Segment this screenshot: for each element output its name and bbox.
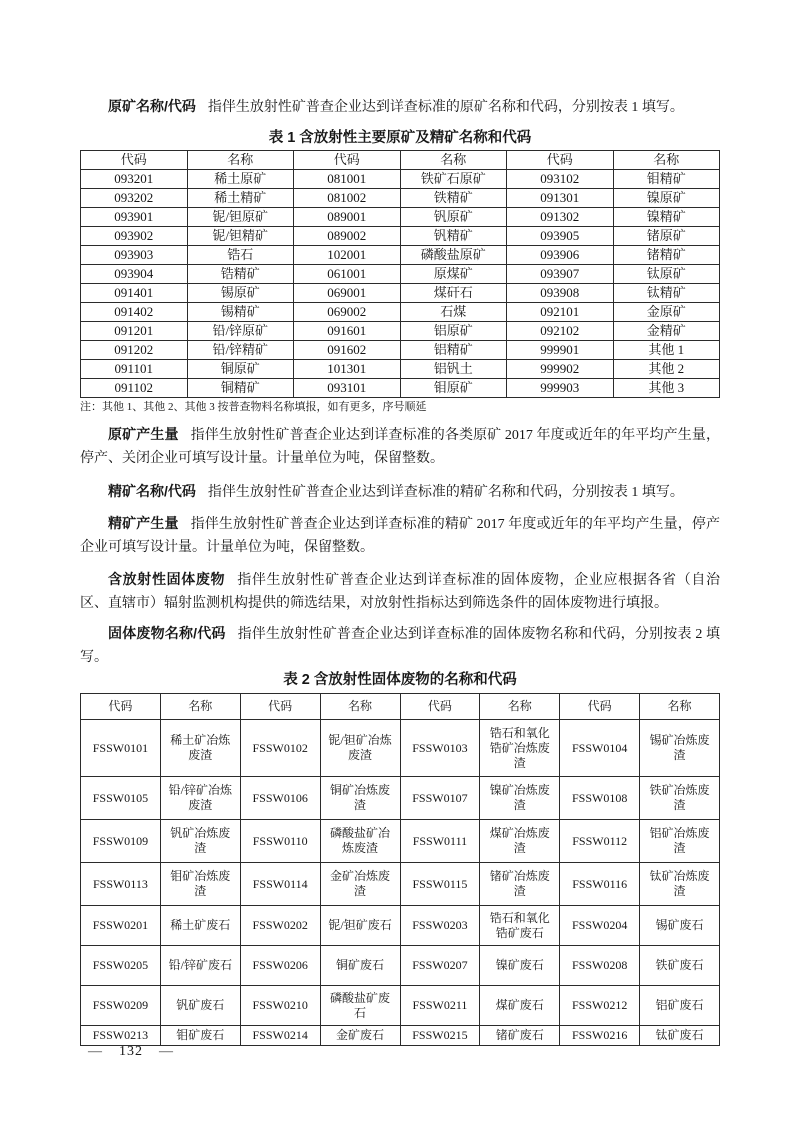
name-cell: 铌/钽矿废石 [320, 906, 400, 946]
code-cell: 999903 [507, 379, 614, 398]
table-row [81, 246, 720, 265]
name-cell: 镍原矿 [613, 189, 720, 208]
table-row [81, 863, 720, 906]
name-cell: 钒原矿 [400, 208, 507, 227]
code-cell: FSSW0112 [560, 820, 640, 863]
table1-note: 注：其他 1、其他 2、其他 3 按普查物料名称填报，如有更多，序号顺延 [80, 401, 427, 413]
code-cell: FSSW0106 [240, 777, 320, 820]
name-cell: 锆石和氧化锆矿冶炼废渣 [480, 720, 560, 777]
table1-header: 名称 [187, 151, 294, 170]
table-row [81, 170, 720, 189]
name-cell: 金精矿 [613, 322, 720, 341]
code-cell: FSSW0111 [400, 820, 480, 863]
code-cell: 093102 [507, 170, 614, 189]
table2-header: 代码 [81, 694, 161, 720]
name-cell: 锡精矿 [187, 303, 294, 322]
name-cell: 钛原矿 [613, 265, 720, 284]
table-row [81, 189, 720, 208]
code-cell: 091401 [81, 284, 188, 303]
table2-header: 代码 [400, 694, 480, 720]
code-cell: 999901 [507, 341, 614, 360]
code-cell: FSSW0212 [560, 986, 640, 1026]
name-cell: 钼精矿 [613, 170, 720, 189]
code-cell: FSSW0206 [240, 946, 320, 986]
code-cell: 093905 [507, 227, 614, 246]
name-cell: 稀土矿冶炼废渣 [160, 720, 240, 777]
code-cell: 089001 [294, 208, 401, 227]
name-cell: 煤矿冶炼废渣 [480, 820, 560, 863]
table-row [81, 341, 720, 360]
code-cell: 093201 [81, 170, 188, 189]
table1-header: 代码 [294, 151, 401, 170]
table2-header: 名称 [640, 694, 720, 720]
code-cell: 093903 [81, 246, 188, 265]
code-cell: 092102 [507, 322, 614, 341]
term-concentrate-name-code: 精矿名称/代码 [108, 483, 196, 499]
name-cell: 其他 1 [613, 341, 720, 360]
table-row [81, 208, 720, 227]
name-cell: 铌/钽矿冶炼废渣 [320, 720, 400, 777]
code-cell: 081001 [294, 170, 401, 189]
name-cell: 煤矸石 [400, 284, 507, 303]
name-cell: 铁矿冶炼废渣 [640, 777, 720, 820]
code-cell: FSSW0202 [240, 906, 320, 946]
footer-right-dash: — [159, 1044, 174, 1059]
term-radioactive-solid-waste: 含放射性固体废物 [108, 571, 226, 587]
name-cell: 锡矿冶炼废渣 [640, 720, 720, 777]
table1-header: 名称 [613, 151, 720, 170]
name-cell: 钒矿废石 [160, 986, 240, 1026]
table2-header: 代码 [560, 694, 640, 720]
table1-header: 代码 [507, 151, 614, 170]
code-cell: 093904 [81, 265, 188, 284]
name-cell: 锆石 [187, 246, 294, 265]
name-cell: 钛精矿 [613, 284, 720, 303]
paragraph-radioactive-solid-waste [80, 568, 720, 615]
code-cell: 091101 [81, 360, 188, 379]
name-cell: 金矿废石 [320, 1026, 400, 1046]
table-row [81, 777, 720, 820]
table1-header: 名称 [400, 151, 507, 170]
code-cell: 081002 [294, 189, 401, 208]
code-cell: FSSW0110 [240, 820, 320, 863]
page-content [80, 0, 720, 1046]
name-cell: 铝原矿 [400, 322, 507, 341]
table-row [81, 322, 720, 341]
name-cell: 钛矿冶炼废渣 [640, 863, 720, 906]
name-cell: 磷酸盐原矿 [400, 246, 507, 265]
page-number: 132 [119, 1044, 143, 1059]
name-cell: 钛矿废石 [640, 1026, 720, 1046]
table-row [81, 379, 720, 398]
table-row [81, 265, 720, 284]
name-cell: 钼原矿 [400, 379, 507, 398]
name-cell: 铅/锌矿废石 [160, 946, 240, 986]
paragraph-ore-name-code [80, 95, 720, 119]
code-cell: FSSW0105 [81, 777, 161, 820]
code-cell: FSSW0109 [81, 820, 161, 863]
code-cell: 093902 [81, 227, 188, 246]
paragraph-body: 指伴生放射性矿普查企业达到详查标准的精矿 2017 年度或近年的年平均产生量，停产企业可填写设计量。计量单位为吨，保留整数。 [80, 517, 721, 555]
name-cell: 铝钒土 [400, 360, 507, 379]
name-cell: 其他 2 [613, 360, 720, 379]
name-cell: 金矿冶炼废渣 [320, 863, 400, 906]
table2-header-row [81, 694, 720, 720]
code-cell: 999902 [507, 360, 614, 379]
code-cell: FSSW0103 [400, 720, 480, 777]
table1-header-row [81, 151, 720, 170]
code-cell: FSSW0210 [240, 986, 320, 1026]
paragraph-ore-output [80, 423, 720, 470]
name-cell: 锆精矿 [187, 265, 294, 284]
code-cell: 091302 [507, 208, 614, 227]
table2-title: 表 2 含放射性固体废物的名称和代码 [283, 672, 517, 688]
code-cell: FSSW0101 [81, 720, 161, 777]
table2-header: 名称 [160, 694, 240, 720]
table-row [81, 284, 720, 303]
name-cell: 铅/锌原矿 [187, 322, 294, 341]
code-cell: FSSW0204 [560, 906, 640, 946]
code-cell: 091201 [81, 322, 188, 341]
name-cell: 铝精矿 [400, 341, 507, 360]
name-cell: 铅/锌矿冶炼废渣 [160, 777, 240, 820]
code-cell: 091301 [507, 189, 614, 208]
name-cell: 锆石和氧化锆矿废石 [480, 906, 560, 946]
name-cell: 磷酸盐矿废石 [320, 986, 400, 1026]
code-cell: FSSW0201 [81, 906, 161, 946]
term-concentrate-output: 精矿产生量 [108, 515, 179, 531]
name-cell: 铅/锌精矿 [187, 341, 294, 360]
table-row [81, 1026, 720, 1046]
code-cell: 091202 [81, 341, 188, 360]
name-cell: 铜原矿 [187, 360, 294, 379]
paragraph-body: 指伴生放射性矿普查企业达到详查标准的固体废物名称和代码，分别按表 2 填写。 [80, 627, 721, 665]
code-cell: FSSW0207 [400, 946, 480, 986]
name-cell: 锗精矿 [613, 246, 720, 265]
paragraph-concentrate-name-code [80, 480, 720, 504]
name-cell: 石煤 [400, 303, 507, 322]
code-cell: 093202 [81, 189, 188, 208]
code-cell: 093907 [507, 265, 614, 284]
paragraph-body: 指伴生放射性矿普查企业达到详查标准的各类原矿 2017 年度或近年的年平均产生量，停产、关闭企业可填写设计量。计量单位为吨，保留整数。 [80, 428, 721, 466]
code-cell: 089002 [294, 227, 401, 246]
table2-header: 代码 [240, 694, 320, 720]
paragraph-body: 指伴生放射性矿普查企业达到详查标准的原矿名称和代码，分别按表 1 填写。 [207, 100, 684, 115]
code-cell: FSSW0114 [240, 863, 320, 906]
name-cell: 铜矿废石 [320, 946, 400, 986]
name-cell: 钒精矿 [400, 227, 507, 246]
name-cell: 锗原矿 [613, 227, 720, 246]
code-cell: FSSW0208 [560, 946, 640, 986]
name-cell: 铁矿石原矿 [400, 170, 507, 189]
code-cell: FSSW0102 [240, 720, 320, 777]
term-ore-name-code: 原矿名称/代码 [108, 98, 196, 114]
code-cell: FSSW0216 [560, 1026, 640, 1046]
table-row [81, 303, 720, 322]
name-cell: 铝矿冶炼废渣 [640, 820, 720, 863]
code-cell: 069001 [294, 284, 401, 303]
table1-title: 表 1 含放射性主要原矿及精矿名称和代码 [268, 130, 532, 146]
code-cell: FSSW0115 [400, 863, 480, 906]
table1-ore-codes [80, 150, 720, 398]
code-cell: 092101 [507, 303, 614, 322]
paragraph-concentrate-output [80, 512, 720, 559]
name-cell: 铌/钽精矿 [187, 227, 294, 246]
name-cell: 煤矿废石 [480, 986, 560, 1026]
name-cell: 锗矿废石 [480, 1026, 560, 1046]
name-cell: 钼矿废石 [160, 1026, 240, 1046]
name-cell: 磷酸盐矿冶炼废渣 [320, 820, 400, 863]
name-cell: 钼矿冶炼废渣 [160, 863, 240, 906]
code-cell: 091601 [294, 322, 401, 341]
table-row [81, 360, 720, 379]
name-cell: 其他 3 [613, 379, 720, 398]
table2-header: 名称 [480, 694, 560, 720]
table-row [81, 820, 720, 863]
table1-header: 代码 [81, 151, 188, 170]
paragraph-body: 指伴生放射性矿普查企业达到详查标准的固体废物，企业应根据各省（自治区、直辖市）辐射监测机构提供的筛选结果，对放射性指标达到筛选条件的固体废物进行填报。 [80, 573, 721, 611]
table2-header: 名称 [320, 694, 400, 720]
code-cell: 061001 [294, 265, 401, 284]
page-number-footer [88, 1044, 174, 1060]
paragraph-body: 指伴生放射性矿普查企业达到详查标准的精矿名称和代码，分别按表 1 填写。 [207, 485, 684, 500]
name-cell: 锗矿冶炼废渣 [480, 863, 560, 906]
table-row [81, 227, 720, 246]
name-cell: 镍矿冶炼废渣 [480, 777, 560, 820]
name-cell: 锡原矿 [187, 284, 294, 303]
table-row [81, 946, 720, 986]
table2-solid-waste-codes [80, 693, 720, 1046]
code-cell: FSSW0205 [81, 946, 161, 986]
code-cell: 101301 [294, 360, 401, 379]
term-solid-waste-name-code: 固体废物名称/代码 [108, 625, 226, 641]
paragraph-solid-waste-name-code [80, 622, 720, 669]
code-cell: 091602 [294, 341, 401, 360]
code-cell: FSSW0211 [400, 986, 480, 1026]
name-cell: 锡矿废石 [640, 906, 720, 946]
code-cell: FSSW0107 [400, 777, 480, 820]
code-cell: 091102 [81, 379, 188, 398]
name-cell: 金原矿 [613, 303, 720, 322]
name-cell: 稀土原矿 [187, 170, 294, 189]
code-cell: 091402 [81, 303, 188, 322]
name-cell: 铁精矿 [400, 189, 507, 208]
name-cell: 铝矿废石 [640, 986, 720, 1026]
name-cell: 稀土矿废石 [160, 906, 240, 946]
footer-left-dash: — [88, 1044, 103, 1059]
code-cell: 102001 [294, 246, 401, 265]
code-cell: FSSW0215 [400, 1026, 480, 1046]
name-cell: 镍精矿 [613, 208, 720, 227]
code-cell: FSSW0116 [560, 863, 640, 906]
table-row [81, 986, 720, 1026]
table-row [81, 720, 720, 777]
table-row [81, 906, 720, 946]
code-cell: FSSW0104 [560, 720, 640, 777]
code-cell: FSSW0214 [240, 1026, 320, 1046]
code-cell: FSSW0113 [81, 863, 161, 906]
name-cell: 铜矿冶炼废渣 [320, 777, 400, 820]
code-cell: 093101 [294, 379, 401, 398]
name-cell: 钒矿冶炼废渣 [160, 820, 240, 863]
code-cell: 093908 [507, 284, 614, 303]
name-cell: 原煤矿 [400, 265, 507, 284]
name-cell: 稀土精矿 [187, 189, 294, 208]
name-cell: 镍矿废石 [480, 946, 560, 986]
code-cell: FSSW0108 [560, 777, 640, 820]
name-cell: 铁矿废石 [640, 946, 720, 986]
code-cell: 069002 [294, 303, 401, 322]
name-cell: 铌/钽原矿 [187, 208, 294, 227]
name-cell: 铜精矿 [187, 379, 294, 398]
code-cell: 093901 [81, 208, 188, 227]
term-ore-output: 原矿产生量 [108, 426, 179, 442]
code-cell: 093906 [507, 246, 614, 265]
code-cell: FSSW0203 [400, 906, 480, 946]
code-cell: FSSW0213 [81, 1026, 161, 1046]
code-cell: FSSW0209 [81, 986, 161, 1026]
